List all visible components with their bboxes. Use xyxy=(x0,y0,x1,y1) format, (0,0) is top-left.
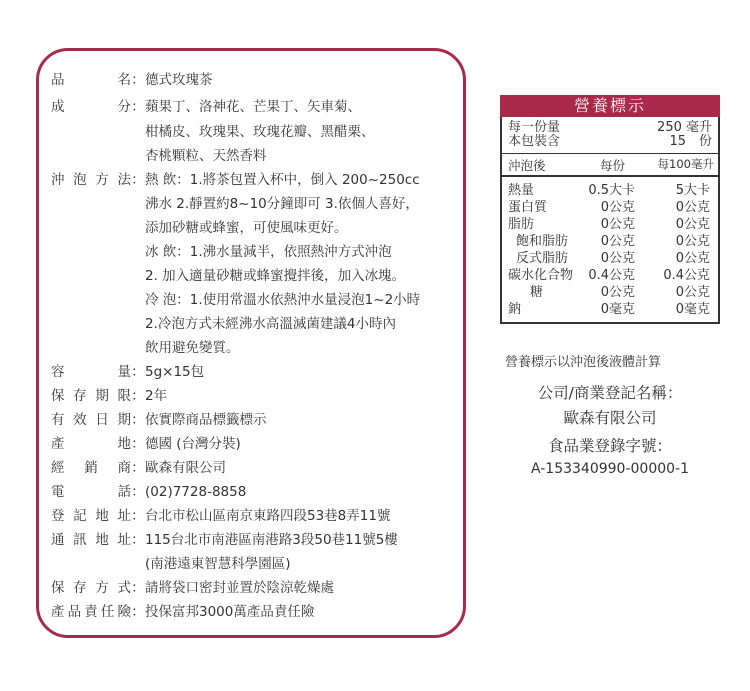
nutrition-table xyxy=(500,95,720,324)
shelf-life-row: 保存期限：2年 xyxy=(51,388,168,404)
food-reg-value: A-153340990-00000-1 xyxy=(530,461,690,477)
ingredients-line: 杏桃顆粒、天然香料 xyxy=(145,148,267,164)
company-reg-value: 歐森有限公司 xyxy=(563,409,657,427)
storage-value: 請將袋口密封並置於陰涼乾燥處 xyxy=(145,580,334,596)
nutrition-header-row xyxy=(502,153,718,175)
row-key: 經銷商 xyxy=(51,460,131,476)
reg-address-row: 登記地址：台北市松山區南京東路四段53巷8弄11號 xyxy=(51,508,391,524)
reg-address-value: 台北市松山區南京東路四段53巷8弄11號 xyxy=(145,508,391,524)
row-key: 產 地 xyxy=(51,436,131,452)
brewing-line: 熱 飲：1.將茶包置入杯中，倒入 200~250cc xyxy=(145,172,420,188)
row-key: 保存期限 xyxy=(51,388,131,404)
brewing-line: 2.冷泡方式未經沸水高溫滅菌建議4小時內 xyxy=(145,316,396,332)
brewing-line: 冷 泡：1.使用常溫水依熱沖水量浸泡1~2小時 xyxy=(145,292,421,308)
brewing-line: 冰 飲：1.沸水量減半，依照熱沖方式沖泡 xyxy=(145,244,392,260)
row-key: 登記地址 xyxy=(51,508,131,524)
phone-row: 電 話：(02)7728-8858 xyxy=(51,484,247,500)
row-key: 電 話 xyxy=(51,484,131,500)
brewing-line: 添加砂糖或蜂蜜，可使風味更好。 xyxy=(145,220,348,236)
ingredients-line: 蘋果丁、洛神花、芒果丁、矢車菊、 xyxy=(145,99,361,115)
row-key: 容 量 xyxy=(51,364,131,380)
nutrition-note: 營養標示以沖泡後液體計算 xyxy=(505,355,662,370)
col-per-serving: 每份 xyxy=(600,158,626,173)
insurance-row: 產品責任險：投保富邦3000萬產品責任險 xyxy=(51,604,315,620)
package-label: 本包裝含 xyxy=(508,134,561,149)
nutrient-row: 脂肪 0公克 0公克 xyxy=(508,217,710,232)
storage-row: 保存方式：請將袋口密封並置於陰涼乾燥處 xyxy=(51,580,334,596)
nutrient-row: 鈉 0毫克 0毫克 xyxy=(508,302,710,317)
nutrient-row: 碳水化合物 0.4公克 0.4公克 xyxy=(508,268,710,283)
row-key: 通訊地址 xyxy=(51,532,131,548)
sub-label: 沖泡後 xyxy=(508,158,546,173)
expiry-value: 依實際商品標籤標示 xyxy=(145,412,267,428)
capacity-value: 5g×15包 xyxy=(145,364,205,380)
phone-value: (02)7728-8858 xyxy=(145,484,247,500)
nutrient-row: 反式脂肪 0公克 0公克 xyxy=(516,251,710,266)
brewing-row: 沖泡方法：熱 飲：1.將茶包置入杯中，倒入 200~250cc xyxy=(51,172,420,188)
capacity-row: 容 量：5g×15包 xyxy=(51,364,205,380)
product-name-row: 品 名：德式玫瑰茶 xyxy=(51,72,213,88)
row-key: 成 分 xyxy=(51,99,131,115)
brewing-line: 2. 加入適量砂糖或蜂蜜攪拌後，加入冰塊。 xyxy=(145,268,406,284)
distributor-value: 歐森有限公司 xyxy=(145,460,226,476)
brewing-line: 飲用避免變質。 xyxy=(145,340,240,356)
serving-value: 250 毫升 xyxy=(657,120,712,135)
origin-row: 產 地：德國 (台灣分裝) xyxy=(51,436,241,452)
row-key: 保存方式 xyxy=(51,580,131,596)
col-per-100: 每100毫升 xyxy=(657,157,714,171)
mail-address-line: 115台北市南港區南港路3段50巷11號5樓 xyxy=(145,532,398,548)
nutrition-title: 營養標示 xyxy=(500,95,720,117)
insurance-value: 投保富邦3000萬產品責任險 xyxy=(145,604,315,620)
origin-value: 德國 (台灣分裝) xyxy=(145,436,241,452)
package-value: 15 份 xyxy=(669,134,712,149)
ingredients-line: 柑橘皮、玫瑰果、玫瑰花瓣、黑醋栗、 xyxy=(145,124,375,140)
mail-address-row: 通訊地址：115台北市南港區南港路3段50巷11號5樓 xyxy=(51,532,398,548)
mail-address-line: (南港遠東智慧科學園區) xyxy=(145,556,291,572)
nutrient-row: 蛋白質 0公克 0公克 xyxy=(508,200,710,215)
food-reg-label: 食品業登錄字號： xyxy=(547,437,672,455)
distributor-row: 經銷商：歐森有限公司 xyxy=(51,460,226,476)
shelf-life-value: 2年 xyxy=(145,388,168,404)
row-key: 有效日期 xyxy=(51,412,131,428)
company-reg-label: 公司/商業登記名稱： xyxy=(537,384,683,402)
product-name-value: 德式玫瑰茶 xyxy=(145,72,213,88)
row-key: 產品責任險 xyxy=(51,604,131,620)
expiry-row: 有效日期：依實際商品標籤標示 xyxy=(51,412,267,428)
nutrient-row: 糖 0公克 0公克 xyxy=(530,285,710,300)
serving-label: 每一份量 xyxy=(508,120,561,135)
nutrient-row: 飽和脂肪 0公克 0公克 xyxy=(516,234,710,249)
ingredients-row: 成 分：蘋果丁、洛神花、芒果丁、矢車菊、 xyxy=(51,99,361,115)
nutrition-body xyxy=(502,175,718,322)
brewing-line: 沸水 2.靜置約8~10分鐘即可 3.依個人喜好， xyxy=(145,196,419,212)
nutrition-serving-block xyxy=(502,117,718,153)
row-key: 沖泡方法 xyxy=(51,172,131,188)
nutrient-row: 熱量 0.5大卡 5大卡 xyxy=(508,183,710,198)
row-key: 品 名 xyxy=(51,72,131,88)
